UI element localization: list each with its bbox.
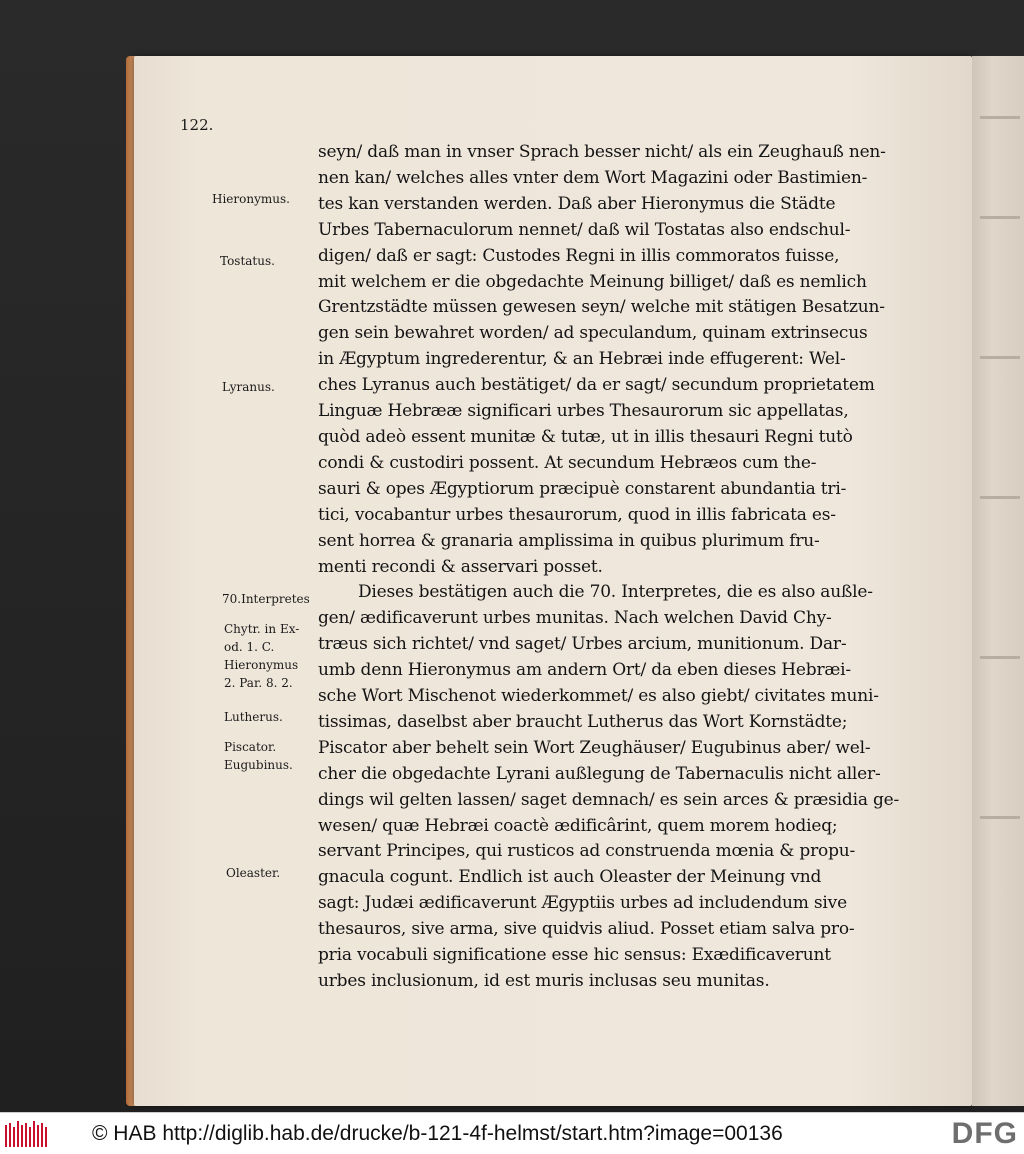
copyright-url-text: © HAB http://diglib.hab.de/drucke/b-121-4f-helmst/start.htm?image=00136	[92, 1122, 783, 1145]
next-page-edge	[972, 56, 1024, 1106]
text-line: digen/ daß er sagt: Custodes Regni in illis commoratos fuisse,	[318, 245, 840, 266]
text-line: in Ægyptum ingrederentur, & an Hebræi inde effugerent: Wel-	[318, 349, 846, 370]
margin-note: Chytr. in Ex-	[224, 622, 300, 636]
text-line: Piscator aber behelt sein Wort Zeughäuser/ Eugubinus aber/ wel-	[318, 737, 871, 758]
margin-note: 70.Interpretes	[222, 592, 310, 606]
text-line: gen sein bewahret worden/ ad speculandum, quinam extrinsecus	[318, 323, 868, 344]
text-line: nen kan/ welches alles vnter dem Wort Magazini oder Bastimien-	[318, 167, 868, 188]
margin-note: Hieronymus	[224, 658, 299, 672]
text-line: wesen/ quæ Hebræi coactè ædificârint, quem morem hodieq;	[318, 815, 838, 836]
text-line: menti recondi & asservari posset.	[318, 556, 603, 577]
text-line: servant Principes, qui rusticos ad construenda mœnia & propu-	[318, 841, 856, 862]
text-line: gen/ ædificaverunt urbes munitas. Nach welchen David Chy-	[318, 608, 832, 629]
margin-note: od. 1. C.	[224, 640, 275, 654]
text-line: urbes inclusionum, id est muris inclusas seu munitas.	[318, 971, 770, 991]
body-text	[318, 140, 914, 995]
text-line: condi & custodiri possent. At secundum Hebræos cum the-	[318, 452, 817, 473]
dfg-logo: DFG	[951, 1117, 1018, 1150]
text-line: tici, vocabantur urbes thesaurorum, quod in illis fabricata es-	[318, 504, 836, 525]
text-line: dings wil gelten lassen/ saget demnach/ es sein arces & præsidia ge-	[318, 789, 900, 810]
text-line: seyn/ daß man in vnser Sprach besser nicht/ als ein Zeughauß nen-	[318, 142, 886, 162]
text-line: sauri & opes Ægyptiorum præcipuè constarent abundantia tri-	[318, 478, 847, 499]
margin-note: Oleaster.	[226, 866, 281, 880]
text-line: cher die obgedachte Lyrani außlegung de Tabernaculis nicht aller-	[318, 763, 881, 784]
margin-note: Hieronymus.	[212, 192, 290, 206]
text-line: ches Lyranus auch bestätiget/ da er sagt/ secundum proprietatem	[318, 375, 875, 396]
margin-note: Tostatus.	[220, 254, 275, 268]
text-line: umb denn Hieronymus am andern Ort/ da eben dieses Hebræi-	[318, 660, 851, 681]
margin-note: Lutherus.	[224, 710, 283, 724]
margin-note: Lyranus.	[222, 380, 275, 394]
text-line: pria vocabuli significatione esse hic sensus: Exædificaverunt	[318, 945, 831, 966]
text-line: Linguæ Hebrææ significari urbes Thesaurorum sic appellatas,	[318, 401, 849, 422]
text-line: sagt: Judæi ædificaverunt Ægyptiis urbes ad includendum sive	[318, 893, 847, 914]
margin-note: Piscator.	[224, 740, 277, 754]
margin-note: 2. Par. 8. 2.	[224, 676, 293, 690]
text-line: mit welchem er die obgedachte Meinung billiget/ daß es nemlich	[318, 271, 867, 292]
text-line: Grentzstädte müssen gewesen seyn/ welche mit stätigen Besatzun-	[318, 297, 885, 318]
text-line: Urbes Tabernaculorum nennet/ daß wil Tostatas also endschul-	[318, 219, 851, 240]
text-line: gnacula cogunt. Endlich ist auch Oleaster der Meinung vnd	[318, 867, 822, 888]
text-line: tissimas, daselbst aber braucht Lutherus das Wort Kornstädte;	[318, 711, 848, 732]
hab-logo-icon	[4, 1119, 48, 1149]
text-line: quòd adeò essent munitæ & tutæ, ut in illis thesauri Regni tutò	[318, 426, 853, 447]
text-line: Dieses bestätigen auch die 70. Interpretes, die es also außle-	[358, 582, 873, 603]
margin-note: Eugubinus.	[224, 758, 293, 772]
footer-bar	[0, 1112, 1024, 1154]
page-number: 122.	[180, 116, 214, 134]
text-line: thesauros, sive arma, sive quidvis aliud. Posset etiam salva pro-	[318, 919, 855, 940]
text-line: træus sich richtet/ vnd saget/ Urbes arcium, munitionum. Dar-	[318, 634, 847, 655]
text-line: tes kan verstanden werden. Daß aber Hieronymus die Städte	[318, 193, 836, 214]
text-line: sent horrea & granaria amplissima in quibus plurimum fru-	[318, 530, 820, 551]
text-line: sche Wort Mischenot wiederkommet/ es also giebt/ civitates muni-	[318, 686, 879, 707]
